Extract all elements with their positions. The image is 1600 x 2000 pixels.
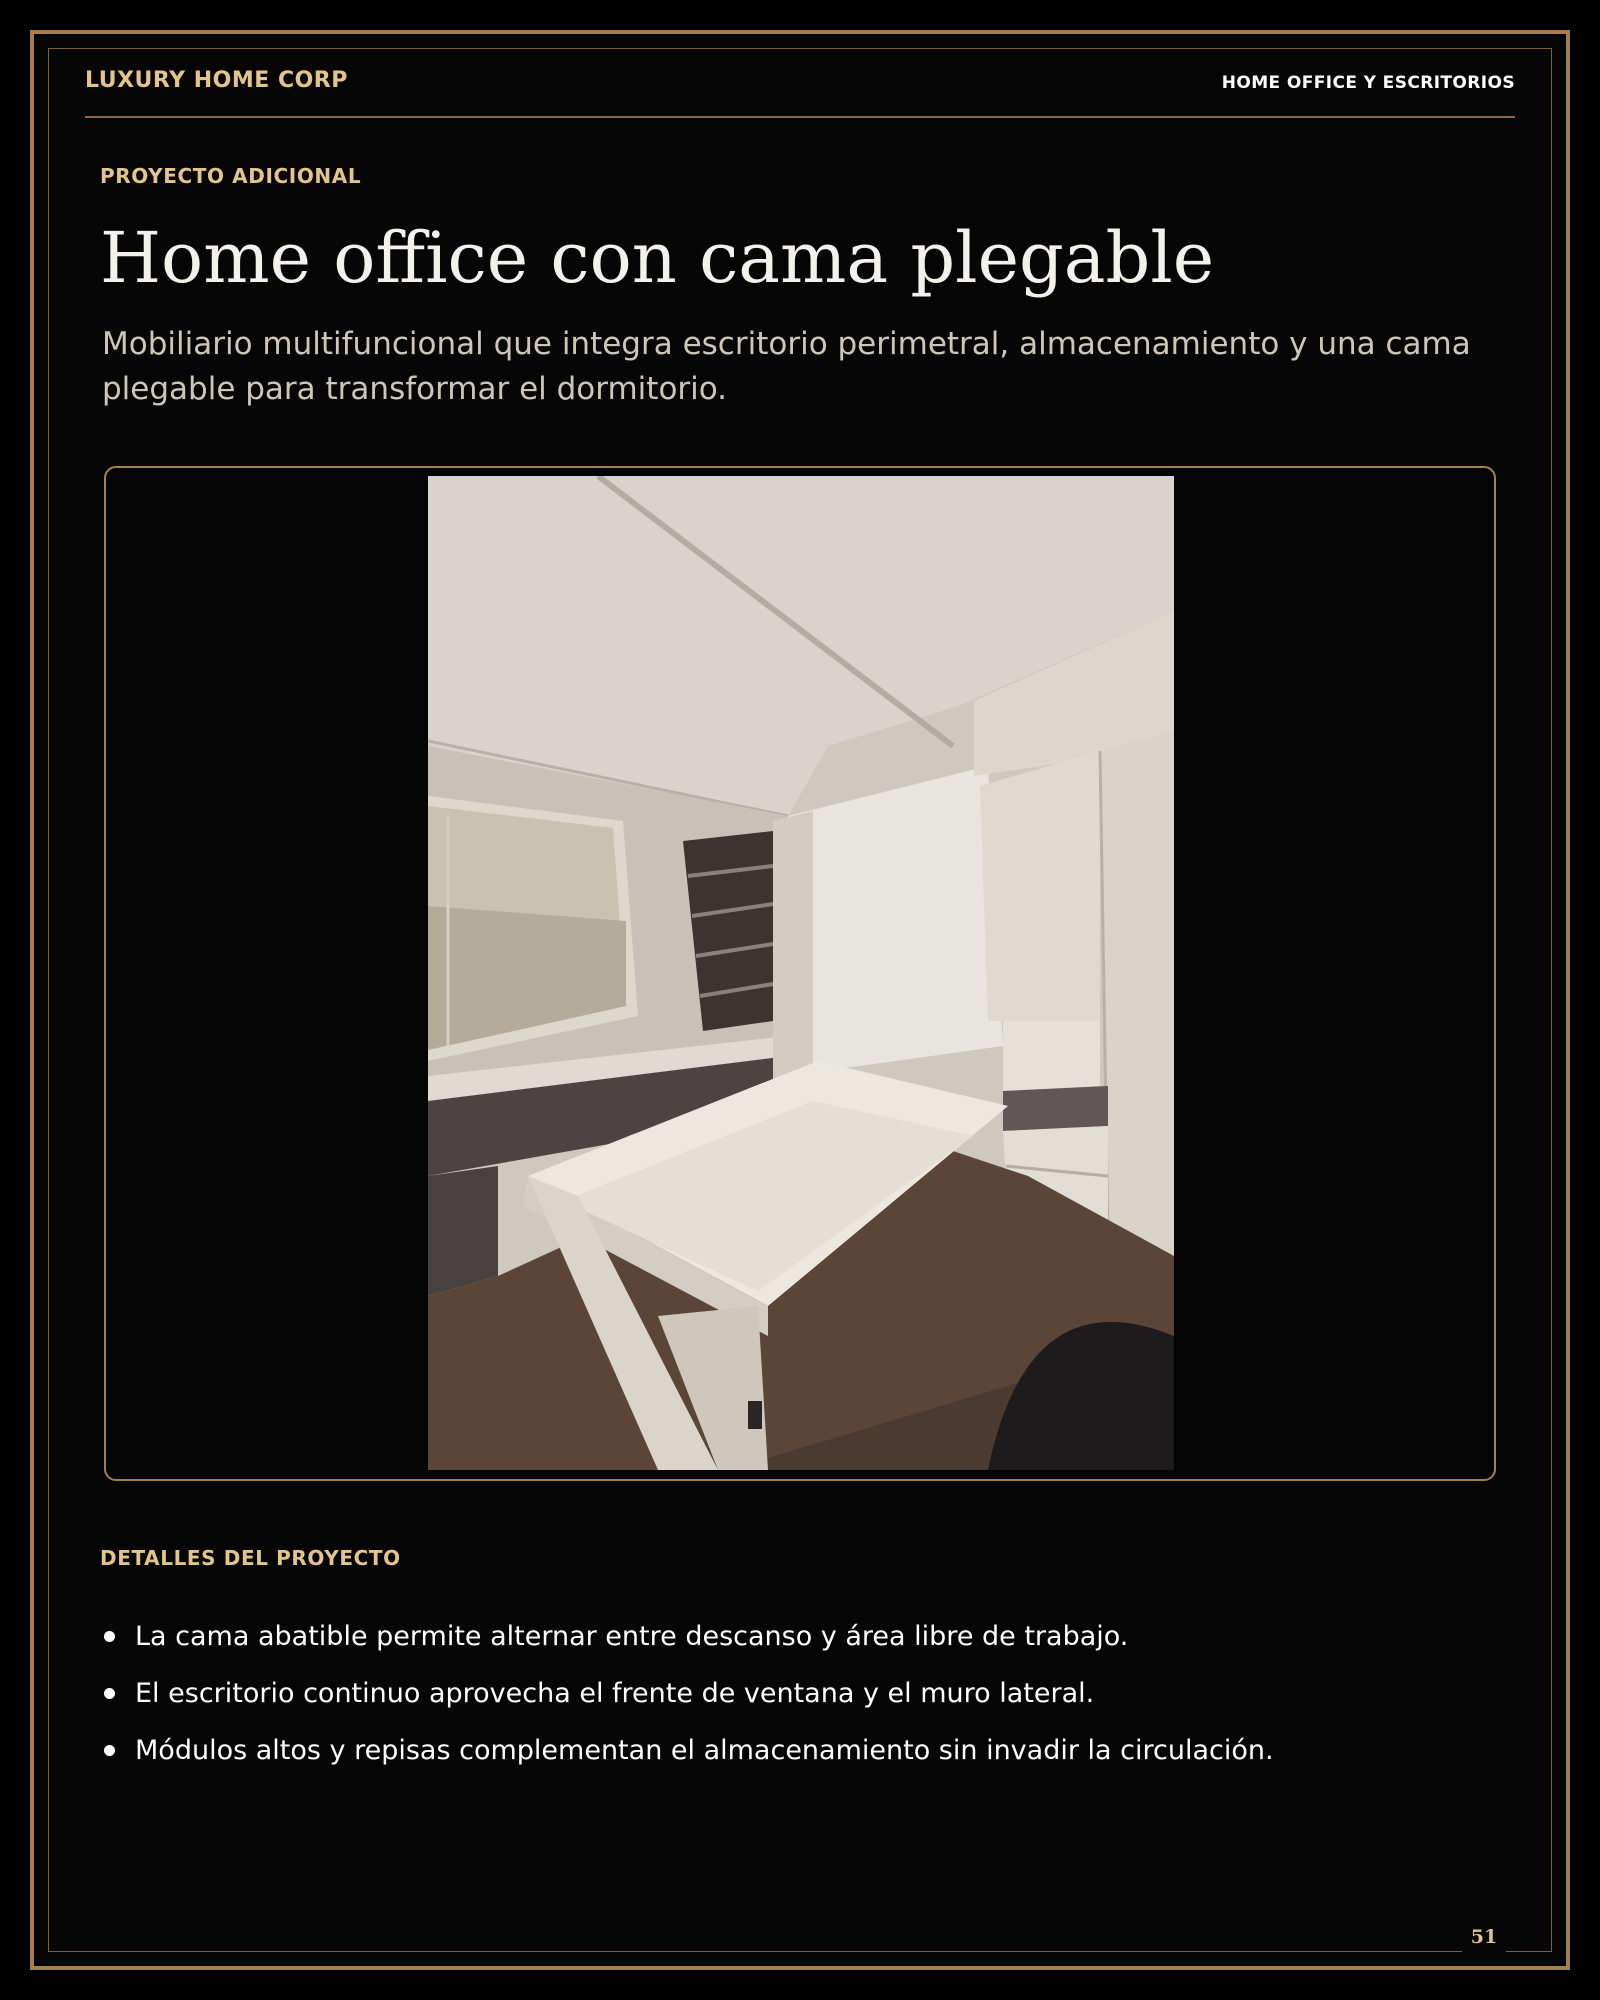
section-name: HOME OFFICE Y ESCRITORIOS [1221, 73, 1515, 93]
page-title: Home office con cama plegable [100, 217, 1215, 299]
page-subtitle: Mobiliario multifuncional que integra escritorio perimetral, almacenamiento y una cama plegable para transformar el dormitorio. [102, 326, 1471, 407]
bullet-icon [104, 1631, 115, 1642]
project-photo [428, 476, 1174, 1470]
list-item-text: Módulos altos y repisas complementan el almacenamiento sin invadir la circulación. [135, 1735, 1274, 1766]
details-heading: DETALLES DEL PROYECTO [100, 1546, 401, 1570]
list-item [102, 1728, 1502, 1785]
list-item [102, 1671, 1502, 1728]
list-item-text: La cama abatible permite alternar entre descanso y área libre de trabajo. [135, 1621, 1129, 1652]
bullet-icon [104, 1688, 115, 1699]
details-list [102, 1614, 1502, 1785]
section-kicker: PROYECTO ADICIONAL [100, 164, 362, 188]
page-header [85, 68, 1515, 118]
list-item-text: El escritorio continuo aprovecha el frente de ventana y el muro lateral. [135, 1678, 1095, 1709]
brand-name: LUXURY HOME CORP [85, 68, 348, 93]
bullet-icon [104, 1745, 115, 1756]
room-illustration [428, 476, 1174, 1470]
list-item [102, 1614, 1502, 1671]
page-number: 51 [1462, 1922, 1506, 1952]
photo-frame [104, 466, 1496, 1481]
